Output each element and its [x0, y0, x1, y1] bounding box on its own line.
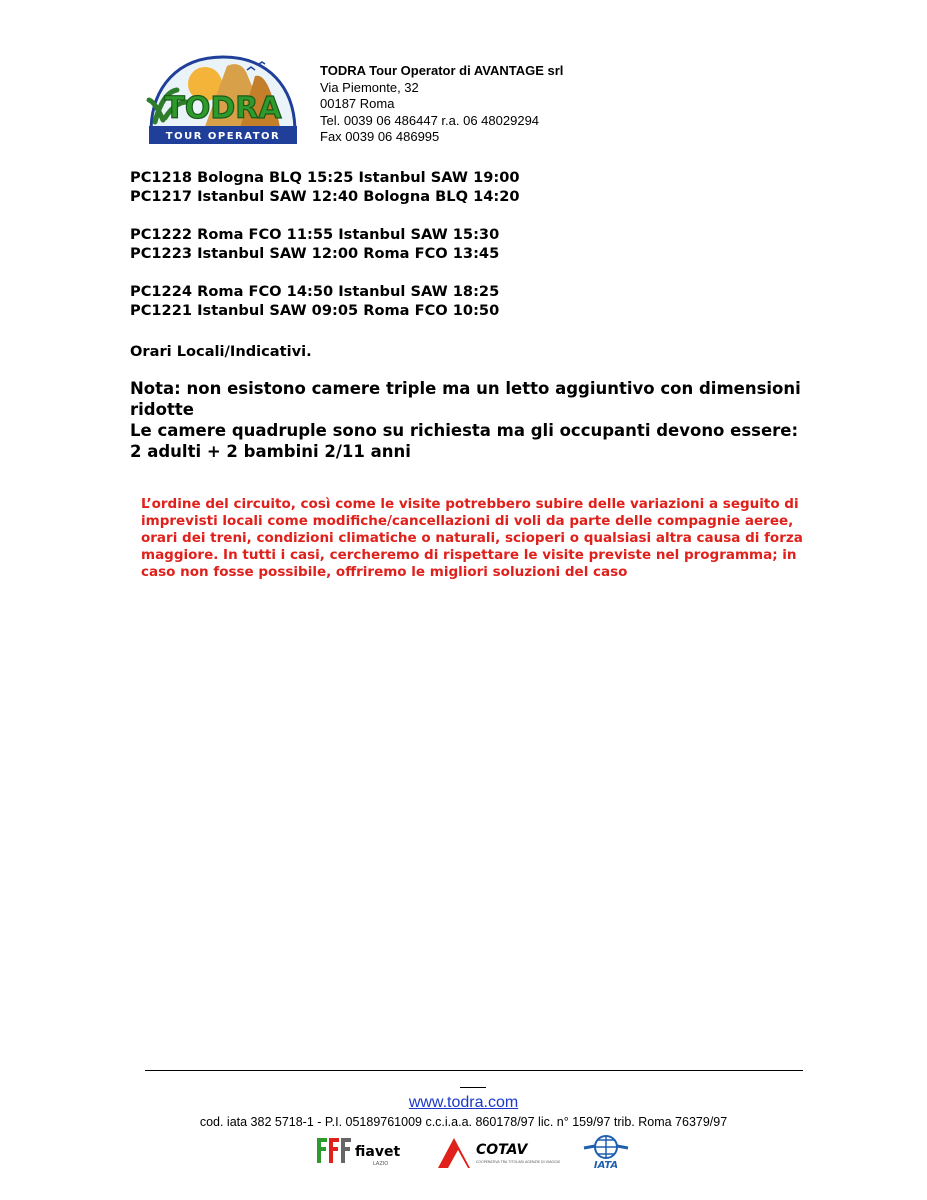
company-fax: Fax 0039 06 486995	[320, 129, 440, 145]
fiavet-sub: LAZIO	[373, 1161, 389, 1167]
flight-line: PC1222 Roma FCO 11:55 Istanbul SAW 15:30	[130, 226, 500, 243]
room-note-triple: Nota: non esistono camere triple ma un letto aggiuntivo con dimensioni ridotte	[130, 379, 801, 419]
flight-group	[130, 282, 520, 320]
fiavet-logo	[315, 1134, 405, 1174]
website-link[interactable]: www.todra.com	[408, 1094, 519, 1111]
todra-logo	[143, 52, 303, 152]
flight-line: PC1224 Roma FCO 14:50 Istanbul SAW 18:25	[130, 283, 500, 300]
flight-schedule	[130, 168, 520, 339]
flight-line: PC1217 Istanbul SAW 12:40 Bologna BLQ 14:20	[130, 188, 520, 205]
company-address: Via Piemonte, 32	[320, 79, 419, 95]
flight-line: PC1221 Istanbul SAW 09:05 Roma FCO 10:50	[130, 302, 500, 319]
logo-tagline-text: TOUR OPERATOR	[165, 131, 281, 142]
itinerary-warning: L’ordine del circuito, così come le visite potrebbero subire delle variazioni a seguito di imprevisti locali come modifiche/cancellazioni di voli da parte delle compagnie aeree, orari dei treni, condizioni climatiche o naturali, scioperi o qualsiasi altra causa di forza maggiore. In tutti i casi, cercheremo di rispettare le visite previste nel programma; in caso non fosse possibile, offriremo le migliori soluzioni del caso	[141, 496, 803, 580]
footer-dash	[460, 1087, 486, 1088]
cotav-name: COTAV	[476, 1142, 528, 1158]
iata-logo	[582, 1134, 630, 1174]
flight-line: PC1223 Istanbul SAW 12:00 Roma FCO 13:45	[130, 245, 500, 262]
iata-name: IATA	[593, 1160, 619, 1171]
logo-brand-text: TODRA	[164, 91, 282, 126]
footer-divider	[145, 1070, 803, 1071]
fiavet-name: fiavet	[355, 1144, 401, 1160]
company-city: 00187 Roma	[320, 96, 395, 112]
cotav-sub: COOPERATIVA TRA TITOLARI AGENZIE DI VIAGGIO	[476, 1160, 561, 1164]
company-name: TODRA Tour Operator di AVANTAGE srl	[320, 63, 564, 78]
flight-group	[130, 225, 520, 263]
company-phone: Tel. 0039 06 486447 r.a. 06 48029294	[320, 112, 540, 128]
orari-note: Orari Locali/Indicativi.	[130, 343, 312, 360]
flight-group	[130, 168, 520, 206]
cotav-logo	[436, 1134, 561, 1174]
room-note	[130, 378, 810, 462]
room-note-quadruple: Le camere quadruple sono su richiesta ma gli occupanti devono essere: 2 adulti + 2 bambini 2/11 anni	[130, 421, 799, 461]
legal-info: cod. iata 382 5718-1 - P.I. 05189761009 c.c.i.a.a. 860178/97 lic. n° 159/97 trib. Roma 76379/97	[199, 1115, 728, 1129]
flight-line: PC1218 Bologna BLQ 15:25 Istanbul SAW 19:00	[130, 169, 520, 186]
company-info	[320, 63, 563, 146]
